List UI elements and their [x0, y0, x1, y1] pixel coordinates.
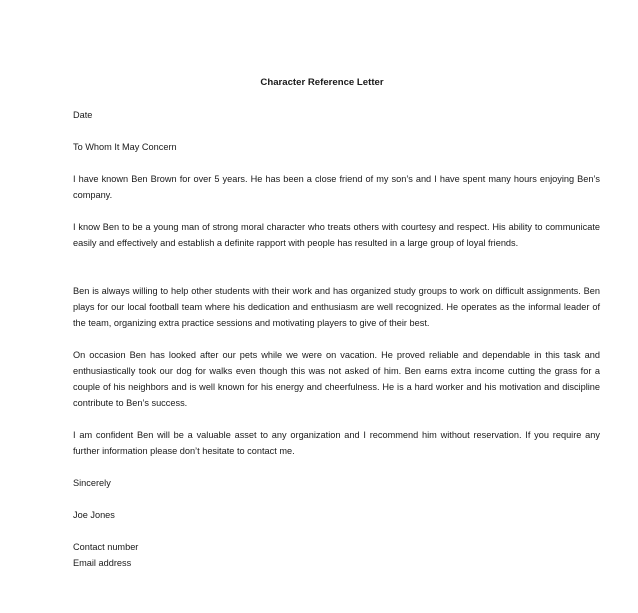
letter-title: Character Reference Letter: [260, 77, 384, 88]
paragraph-3: Ben is always willing to help other students with their work and has organized study groups to work on difficult assignments. Ben plays for our local football team where his dedication and enthusiasm are well recognized. He operates as the informal leader of the team, organizing extra practice sessions and motivating players to give of their best.: [73, 286, 600, 328]
signer-name: Joe Jones: [73, 510, 115, 520]
paragraph-1: I have known Ben Brown for over 5 years. He has been a close friend of my son’s and I have spent many hours enjoying Ben’s company.: [73, 174, 600, 200]
closing: Sincerely: [73, 478, 111, 488]
date-label: Date: [73, 110, 93, 120]
paragraph-5: I am confident Ben will be a valuable asset to any organization and I recommend him without reservation. If you require any further information please don’t hesitate to contact me.: [73, 430, 600, 456]
salutation: To Whom It May Concern: [73, 142, 177, 152]
paragraph-2: I know Ben to be a young man of strong moral character who treats others with courtesy and respect. His ability to communicate easily and effectively and establish a definite rapport with people has resulted in a large group of loyal friends.: [73, 222, 600, 248]
contact-number: Contact number: [73, 542, 139, 552]
email-address: Email address: [73, 558, 132, 568]
paragraph-4: On occasion Ben has looked after our pets while we were on vacation. He proved reliable and dependable in this task and enthusiastically took our dog for walks even though this was not asked of him. Ben earns extra income cutting the grass for a couple of his neighbors and is well known for his energy and cheerfulness. He is a hard worker and his motivation and discipline contribute to Ben’s success.: [73, 350, 600, 408]
